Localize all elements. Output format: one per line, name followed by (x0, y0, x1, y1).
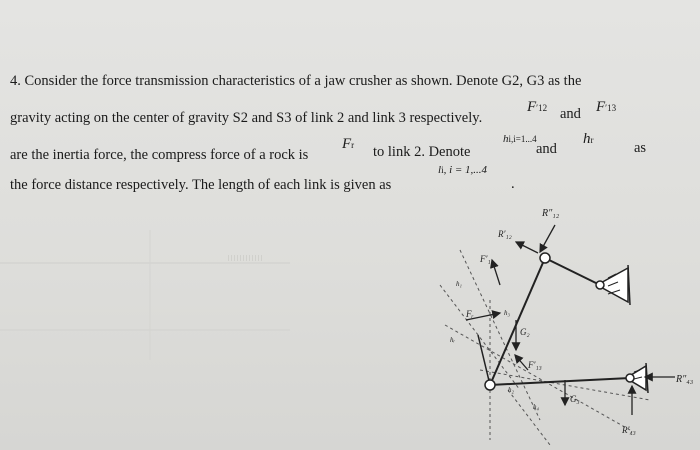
symbol-hr: hr (583, 131, 594, 147)
arrow-r12-d (516, 242, 538, 253)
label-h3: h₃ (504, 309, 510, 317)
problem-line-3a: are the inertia force, the compress force of a rock is (10, 147, 309, 163)
label-f13: F′₁₃ (528, 360, 542, 370)
and-text-2: and (536, 141, 557, 157)
as-text: as (634, 140, 647, 156)
problem-line-4: the force distance respectively. The length of each link is given as (10, 177, 392, 193)
link-1-crank (545, 258, 600, 285)
pivot-upper (540, 253, 550, 263)
arrow-r12-dd (540, 225, 555, 252)
label-g3: G₃ (570, 394, 580, 404)
symbol-hi: hi,i=1...4 (503, 133, 537, 145)
label-r43-dd: R″₄₃ (676, 374, 694, 385)
problem-line-1: 4. Consider the force transmission characteristics of a jaw crusher as shown. Denote G2, G3 as the (10, 73, 582, 89)
arrow-f13 (515, 355, 528, 370)
symbol-li: li, i = 1,...4 (438, 164, 488, 176)
label-h2: h₂ (508, 386, 514, 394)
link-3-toggle (490, 378, 630, 385)
label-hr: hᵣ (450, 336, 456, 344)
label-h1: h₁ (456, 280, 462, 288)
and-text-1: and (560, 106, 581, 122)
symbol-f12: F′12 (527, 99, 548, 115)
label-r43-d: R′₄₃ (622, 425, 636, 435)
label-h4: h₄ (533, 403, 539, 411)
jaw-crusher-force-diagram (420, 190, 700, 450)
label-g2: G₂ (520, 327, 530, 337)
period: . (511, 176, 515, 192)
label-fr: Fᵣ (466, 309, 474, 319)
label-r12-dd: R″₁₂ (542, 208, 560, 219)
problem-line-2: gravity acting on the center of gravity S2 and S3 of link 2 and link 3 respectively. (10, 110, 483, 126)
symbol-f13: F′13 (596, 99, 617, 115)
problem-line-3b: to link 2. Denote (373, 144, 471, 160)
symbol-fr: Fr (342, 136, 355, 152)
label-f12: F′₁₂ (480, 254, 494, 264)
label-r12-d: R′₁₂ (498, 229, 512, 239)
pivot-lower (485, 380, 495, 390)
